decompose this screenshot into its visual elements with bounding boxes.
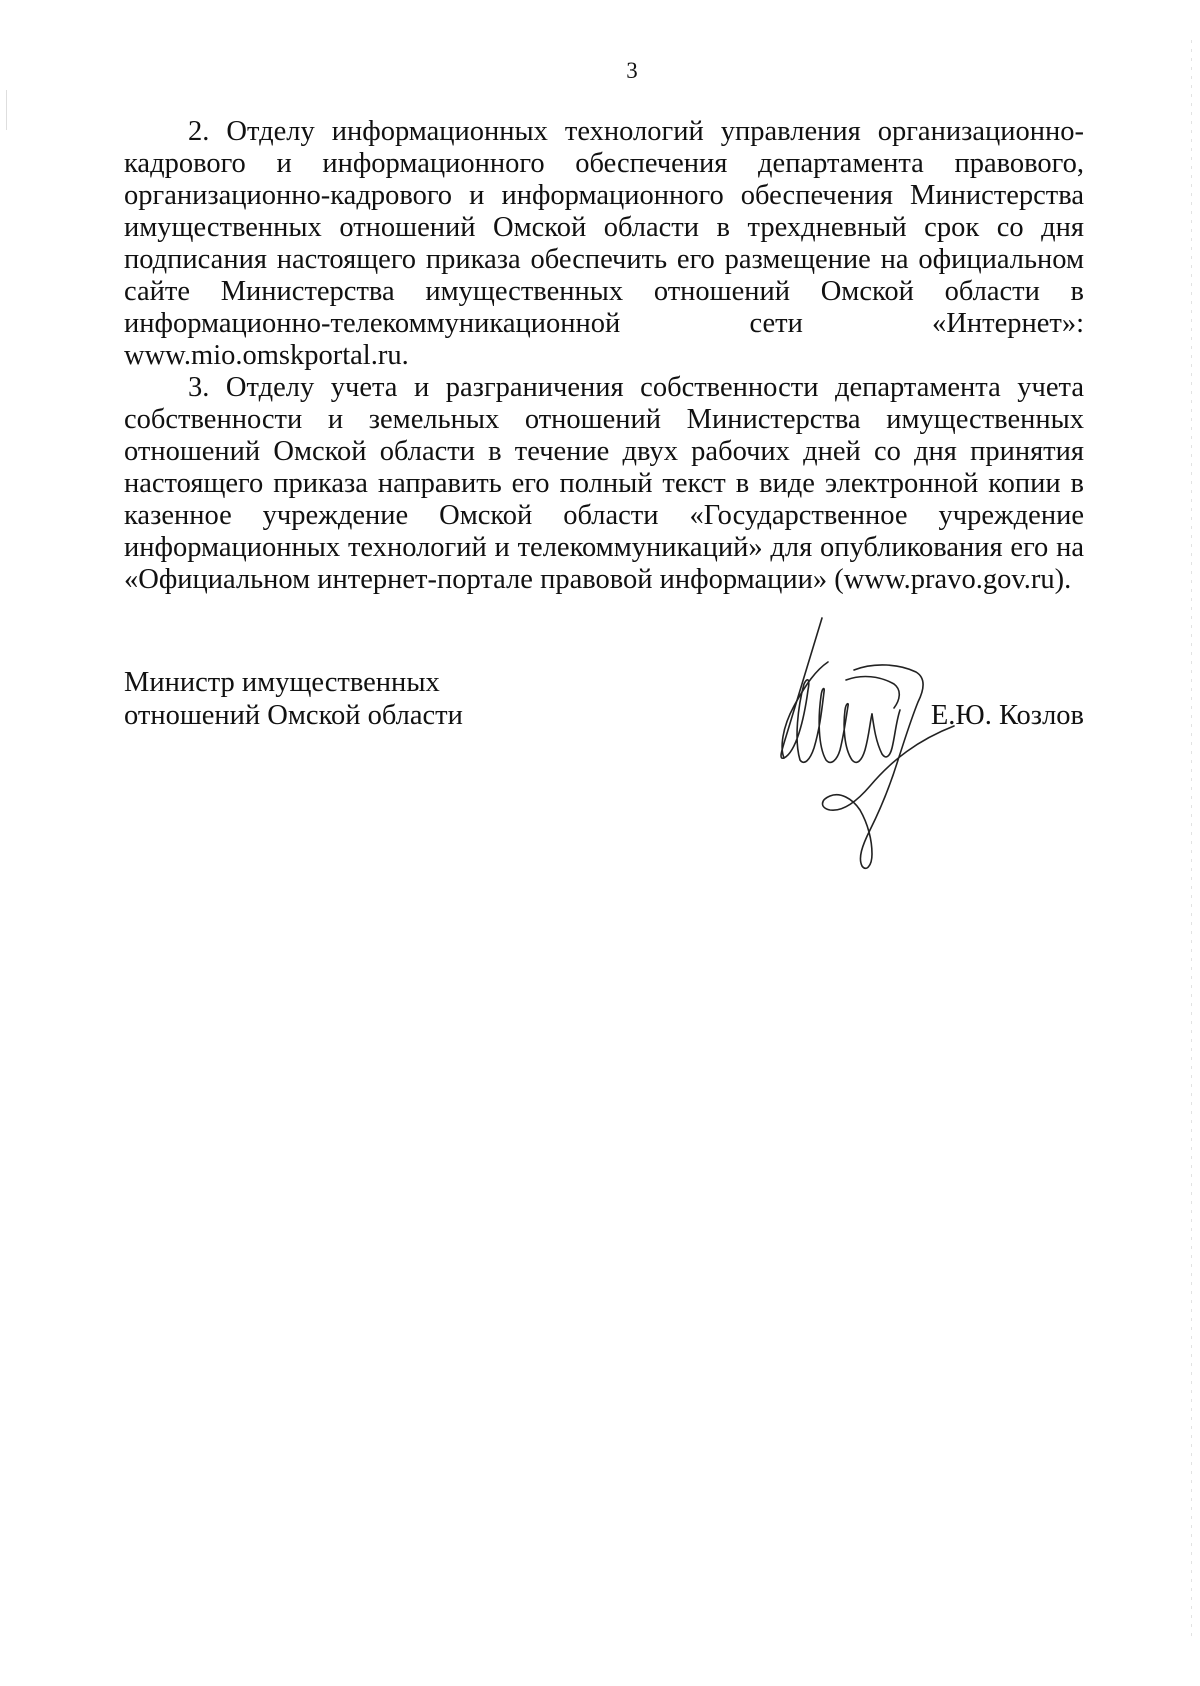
paragraph-3: 3. Отделу учета и разграничения собственности департамента учета собственности и земельных отношений Министерства имущественных отношений Омской области в течение двух рабочих дней со дня принятия настоящего приказа направить его полный текст в виде электронной копии в казенное учреждение Омской области «Государственное учреждение информационных технологий и телекоммуникаций» для опубликования его на «Официальном интернет-портале правовой информации» (www.pravo.gov.ru). <box>124 372 1084 595</box>
signature-block <box>124 666 1084 896</box>
handwritten-signature <box>704 610 964 900</box>
scan-edge-left <box>6 90 7 130</box>
signer-position-line-1: Министр имущественных <box>124 667 440 698</box>
scan-edge-right <box>1191 40 1192 1640</box>
paragraph-2: 2. Отделу информационных технологий управления организационно-кадрового и информационного обеспечения департамента правового, организационно-кадрового и информационного обеспечения Министерства имущественных отношений Омской области в трехдневный срок со дня подписания настоящего приказа обеспечить его размещение на официальном сайте Министерства имущественных отношений Омской области в информационно-телекоммуникационной сети «Интернет»: www.mio.omskportal.ru. <box>124 116 1084 371</box>
signer-position <box>124 666 463 732</box>
signer-name: Е.Ю. Козлов <box>930 700 1084 731</box>
page-number: 3 <box>626 58 638 83</box>
document-body <box>124 116 1084 596</box>
signer-position-line-2: отношений Омской области <box>124 700 463 731</box>
